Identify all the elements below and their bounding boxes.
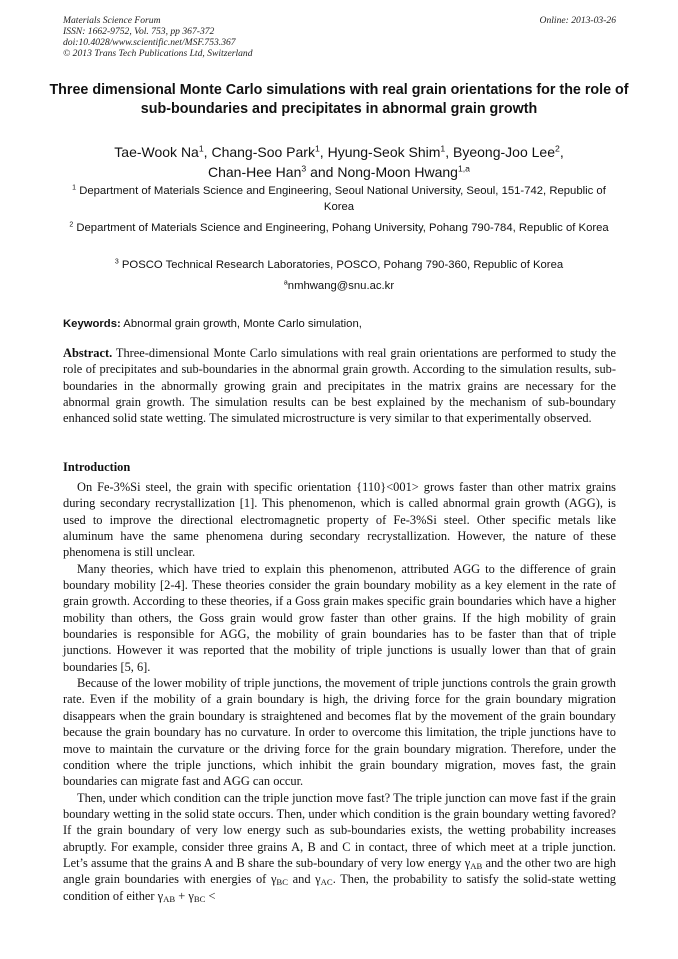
intro-paragraph-2: Many theories, which have tried to explain this phenomenon, attributed AGG to the difference of grain boundary mobility [2-4]. These theories consider the grain boundary mobility as a key element in the rate of grain growth. According to these theories, if a Goss grain makes specific grain boundaries which have a higher mobility than others, the Goss grain would grow faster than other grains. If the high mobility of grain boundaries is responsible for AGG, the mobility of grain boundaries has to be faster than that of triple junctions. However it was reported that the mobility of triple junctions is usually lower than that of grain boundaries [5, 6]. [63,561,616,674]
affiliation-1 [60,183,618,215]
affiliation-sup: 2 [69,221,74,229]
author-name: Nong-Moon Hwang [337,164,458,180]
p4-text-4: . Then, the probability to satisfy the solid-state wetting condition of either [63,872,616,903]
copyright-line: © 2013 Trans Tech Publications Ltd, Switzerland [63,48,253,59]
author-sep: and [306,164,338,180]
plus-sign: + [175,888,189,903]
gamma-symbol: γ [315,872,321,887]
affiliation-3 [60,257,618,273]
author-sup: 1 [440,143,446,154]
email-sup: a [283,279,288,287]
author-list [40,142,638,182]
less-than-sign: < [205,888,216,903]
author-sup: 1 [314,143,320,154]
affiliation-text: Department of Materials Science and Engineering, Pohang University, Pohang 790-784, Republic of Korea [76,222,609,234]
gamma-sub-ac: AC [320,877,333,888]
gamma-sub-ab: AB [470,861,483,872]
keywords-label: Keywords: [63,318,121,330]
gamma-symbol: γ [270,872,277,887]
p4-text-1: Then, under which condition can the triple junction move fast? The triple junction can move fast if the grain boundary wetting in the solid state occurs. Then, under which condition is the grain boundary wetting favored? If the grain boundary of very low energy such as sub-boundaries exists, the wetting probability increases abruptly. For example, consider three grains A, B and C in contact, three of which meet at a triple junction. Let’s assume that the grains A and B share the sub-boundary of very low energy [63,790,616,870]
author-sep: , [203,144,212,160]
introduction-body [63,479,616,904]
affiliation-text: POSCO Technical Research Laboratories, POSCO, Pohang 790-360, Republic of Korea [121,259,564,271]
intro-paragraph-4 [63,790,616,904]
keywords-text: Abnormal grain growth, Monte Carlo simulation, [123,318,362,330]
author-name: Tae-Wook Na [114,144,199,160]
journal-name: Materials Science Forum [63,15,161,26]
author-sup: 1 [198,143,204,154]
email-text[interactable]: nmhwang@snu.ac.kr [287,280,395,292]
author-sup: 3 [301,163,307,174]
affiliation-2 [60,220,618,236]
intro-paragraph-3: Because of the lower mobility of triple junctions, the movement of triple junctions controls the grain growth rate. Even if the mobility of a grain boundary is high, the driving force for the grain boundary migration disappears when the grain boundary is straightened and becomes flat by the movement of the grain boundary because the grain boundary has no curvature. In order to overcome this limitation, the triple junctions have to move to maintain the curvature or the driving force for the grain boundary migration. Therefore, under the condition where the triple junctions, which inhibit the grain boundary migration, moves fast, the grain boundaries can migrate fast and AGG can occur. [63,676,616,789]
affiliation-sup: 3 [114,258,119,266]
affiliation-sup: 1 [72,184,77,192]
author-name: Byeong-Joo Lee [453,144,555,160]
author-name: Chang-Soo Park [211,144,315,160]
p4-text-2: and the other two are high angle grain boundaries with energies of [63,855,616,887]
paper-title: Three dimensional Monte Carlo simulations with real grain orientations for the role of sub-boundaries and precipitates in abnormal grain growth [49,82,629,117]
abstract-text: Three-dimensional Monte Carlo simulations with real grain orientations are performed to study the role of precipitates and sub-boundaries in the abnormal grain growth. According to the simulation results, sub-boundaries in the abnormally growing grain and precipitates in the matrix grains are necessary for the abnormal grain growth. The simulation results can be best explained by the mechanism of sub-boundary enhanced solid state wetting. The simulated microstructure is very similar to that experimentally observed. [63,346,616,426]
author-sep: , [559,144,564,160]
doi-line[interactable]: doi:10.4028/www.scientific.net/MSF.753.367 [63,37,236,48]
author-sup: 2 [554,143,560,154]
section-heading-introduction: Introduction [63,460,131,474]
gamma-sub-bc: BC [276,877,288,888]
p4-text-3: and [287,872,316,887]
abstract [63,345,616,427]
author-sup: 1,a [457,163,471,174]
gamma-sub-bc: BC [193,893,206,904]
keywords [63,316,616,332]
gamma-symbol: γ [157,888,164,903]
journal-header [63,15,616,59]
contact-email[interactable] [60,278,618,294]
abstract-paragraph [63,345,616,427]
abstract-label: Abstract. [63,346,113,360]
author-sep: , [445,144,454,160]
author-name: Hyung-Seok Shim [327,144,441,160]
author-sep: , [319,144,328,160]
gamma-symbol: γ [188,888,194,903]
author-name: Chan-Hee Han [207,164,302,180]
gamma-symbol: γ [464,855,471,870]
affiliation-text: Department of Materials Science and Engineering, Seoul National University, Seoul, 151-742, Republic of Korea [79,185,606,213]
online-date: Online: 2013-03-26 [539,15,616,26]
intro-paragraph-1: On Fe-3%Si steel, the grain with specific orientation {110}<001> grows faster than other matrix grains during secondary recrystallization [1]. This phenomenon, which is called abnormal grain growth (AGG), is used to improve the directional electromagnetic property of Fe-3%Si steel. Other specific metals like aluminum have the same phenomena during secondary recrystallization. However, the nature of these phenomena is still unclear. [63,480,616,560]
gamma-sub-ab: AB [163,893,176,904]
issn-line: ISSN: 1662-9752, Vol. 753, pp 367-372 [63,26,215,37]
